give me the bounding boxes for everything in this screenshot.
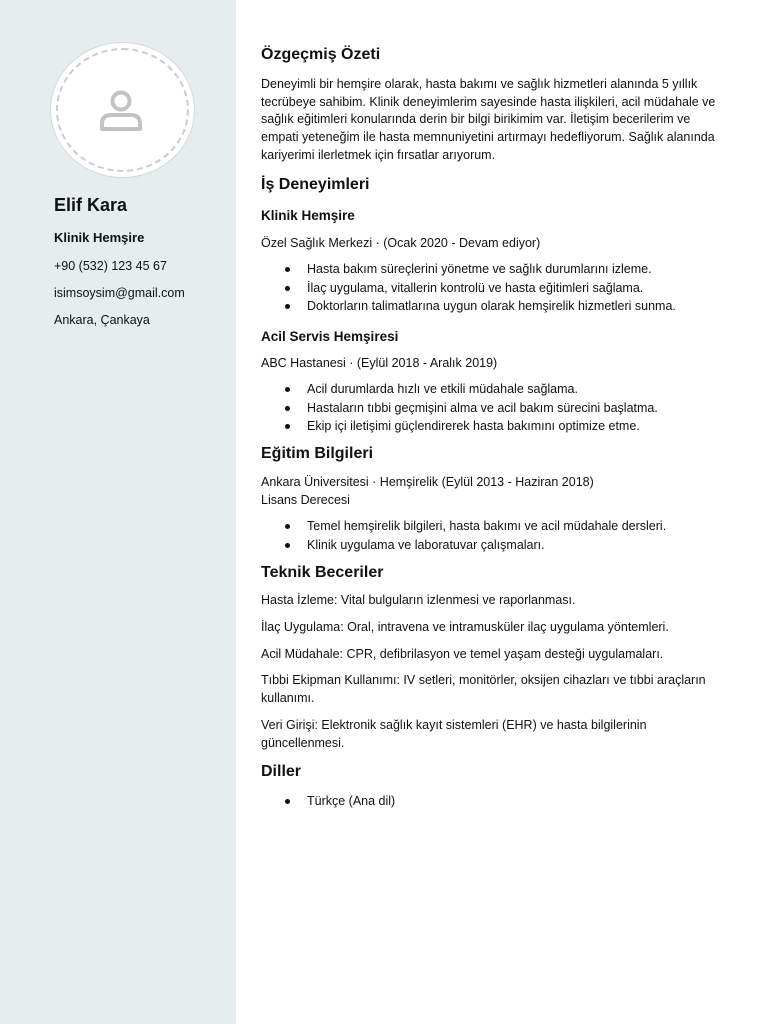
education-bullets bbox=[261, 517, 721, 554]
sidebar bbox=[0, 0, 236, 1024]
education-school: Ankara Üniversitesi · Hemşirelik (Eylül 2013 - Haziran 2018) bbox=[261, 474, 594, 489]
skill-item: Veri Girişi: Elektronik sağlık kayıt sistemleri (EHR) ve hasta bilgilerinin güncellenmesi. bbox=[261, 717, 647, 750]
list-item: Hasta bakım süreçlerini yönetme ve sağlık durumlarını izleme. bbox=[261, 260, 721, 279]
job-meta: Özel Sağlık Merkezi · (Ocak 2020 - Devam ediyor) bbox=[261, 235, 541, 250]
list-item: Türkçe (Ana dil) bbox=[261, 792, 721, 811]
job-title: Acil Servis Hemşiresi bbox=[261, 328, 399, 344]
education-title: Eğitim Bilgileri bbox=[261, 444, 374, 462]
languages-title: Diller bbox=[261, 763, 302, 781]
main-content bbox=[261, 44, 721, 811]
summary-title: Özgeçmiş Özeti bbox=[261, 46, 381, 63]
candidate-role: Klinik Hemşire bbox=[54, 230, 145, 245]
skills-title: Teknik Beceriler bbox=[261, 564, 384, 582]
list-item: Klinik uygulama ve laboratuvar çalışmaları. bbox=[261, 536, 721, 555]
list-item: Temel hemşirelik bilgileri, hasta bakımı ve acil müdahale dersleri. bbox=[261, 517, 721, 536]
list-item: Acil durumlarda hızlı ve etkili müdahale sağlama. bbox=[261, 380, 721, 399]
job-bullets bbox=[261, 260, 721, 316]
list-item: Ekip içi iletişimi güçlendirerek hasta bakımını optimize etme. bbox=[261, 417, 721, 436]
user-icon bbox=[99, 90, 143, 132]
email-text: isimsoysim@gmail.com bbox=[54, 286, 185, 300]
summary-text: Deneyimli bir hemşire olarak, hasta bakımı ve sağlık hizmetleri alanında 5 yıllık tecrübeye sahibim. Klinik deneyimlerim sayesinde hasta ilişkileri, acil müdahale ve sağlık eğitimleri konularında derin bir bilgi birikimim var. İletişim becerilerim ve empati yeteneğim ile hasta memnuniyetini artırmayı hedefliyorum. Sağlık alanında kariyerimi ilerletmek için fırsatlar arıyorum. bbox=[261, 77, 716, 162]
experience-title: İş Deneyimleri bbox=[261, 175, 370, 193]
location-text: Ankara, Çankaya bbox=[54, 313, 150, 327]
phone-text: +90 (532) 123 45 67 bbox=[54, 259, 167, 273]
job-meta: ABC Hastanesi · (Eylül 2018 - Aralık 2019) bbox=[261, 355, 498, 370]
languages-list bbox=[261, 792, 721, 811]
avatar[interactable] bbox=[51, 43, 194, 177]
list-item: Hastaların tıbbi geçmişini alma ve acil bakım sürecini başlatma. bbox=[261, 399, 721, 418]
skill-item: Hasta İzleme: Vital bulguların izlenmesi ve raporlanması. bbox=[261, 593, 576, 608]
list-item: İlaç uygulama, vitallerin kontrolü ve hasta eğitimleri sağlama. bbox=[261, 279, 721, 298]
candidate-name: Elif Kara bbox=[54, 195, 128, 215]
job-bullets bbox=[261, 380, 721, 436]
job-title: Klinik Hemşire bbox=[261, 207, 355, 223]
education-degree: Lisans Derecesi bbox=[261, 492, 350, 507]
list-item: Doktorların talimatlarına uygun olarak hemşirelik hizmetleri sunma. bbox=[261, 297, 721, 316]
skill-item: Acil Müdahale: CPR, defibrilasyon ve temel yaşam desteği uygulamaları. bbox=[261, 646, 664, 661]
skill-item: İlaç Uygulama: Oral, intravena ve intramusküler ilaç uygulama yöntemleri. bbox=[261, 620, 669, 635]
skill-item: Tıbbi Ekipman Kullanımı: IV setleri, monitörler, oksijen cihazları ve tıbbi araçların kullanımı. bbox=[261, 673, 706, 706]
